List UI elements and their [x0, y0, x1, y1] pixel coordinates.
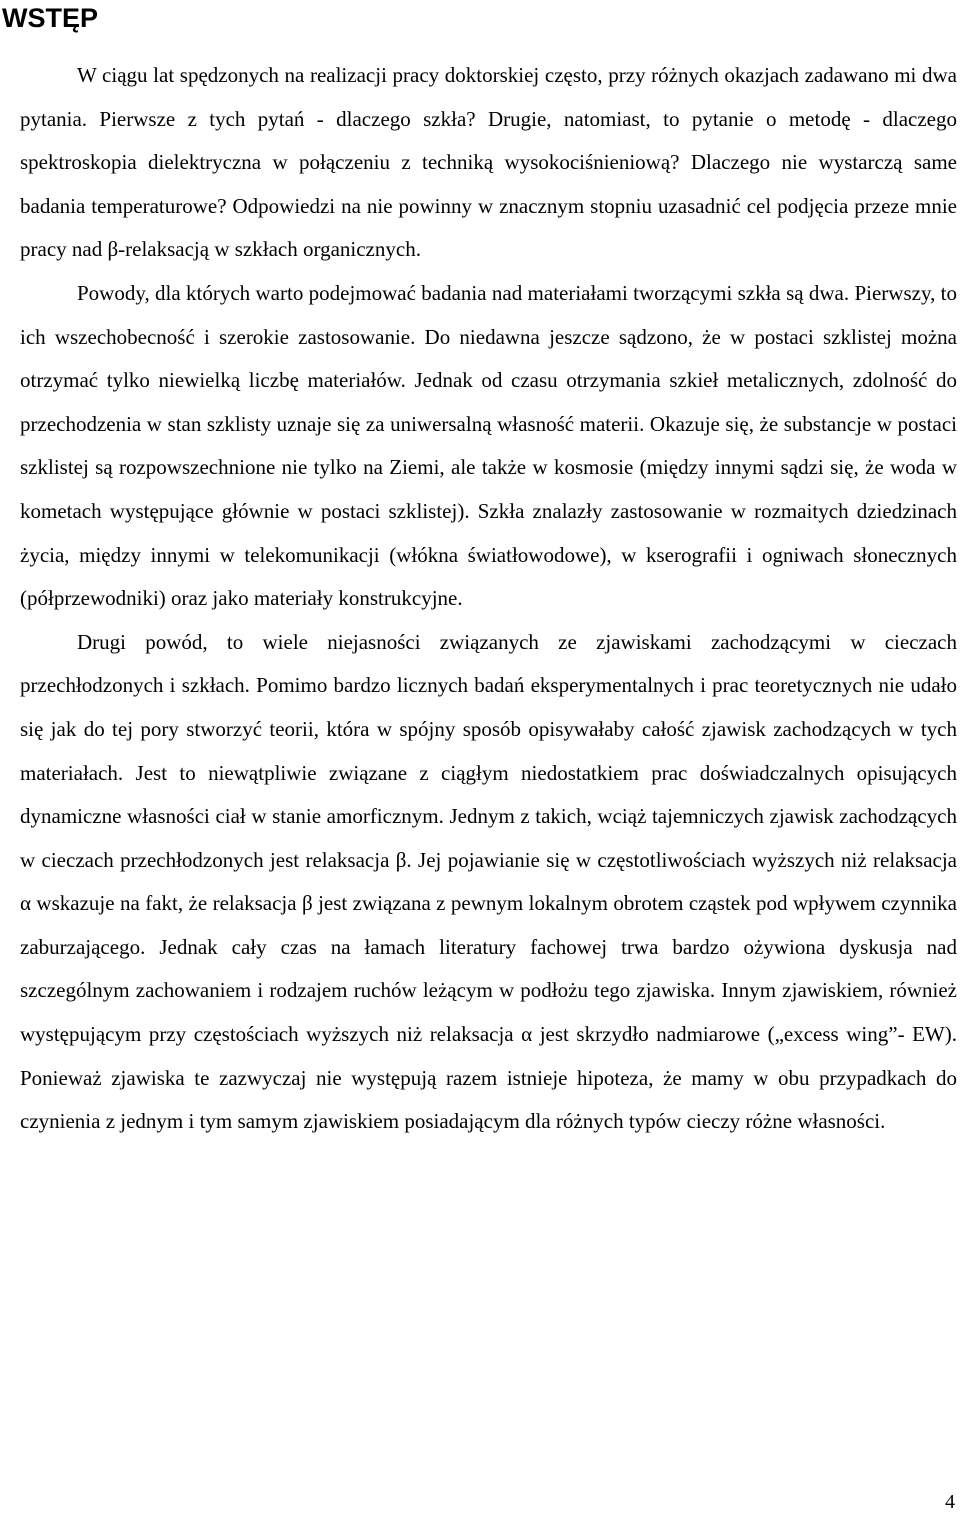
section-heading: WSTĘP [2, 3, 99, 33]
paragraph-2: Powody, dla których warto podejmować badania nad materiałami tworzącymi szkła są dwa. Pierwszy, to ich wszechobecność i szerokie zastosowanie. Do niedawna jeszcze sądzono, że w postaci szklistej można otrzymać tylko niewielką liczbę materiałów. Jednak od czasu otrzymania szkieł metalicznych, zdolność do przechodzenia w stan szklisty uznaje się za uniwersalną własność materii. Okazuje się, że substancje w postaci szklistej są rozpowszechnione nie tylko na Ziemi, ale także w kosmosie (między innymi sądzi się, że woda w kometach występujące głównie w postaci szklistej). Szkła znalazły zastosowanie w rozmaitych dziedzinach życia, między innymi w telekomunikacji (włókna światłowodowe), w kserografii i ogniwach słonecznych (półprzewodniki) oraz jako materiały konstrukcyjne. [20, 280, 957, 611]
paragraph-1: W ciągu lat spędzonych na realizacji pracy doktorskiej często, przy różnych okazjach zadawano mi dwa pytania. Pierwsze z tych pytań - dlaczego szkła? Drugie, natomiast, to pytanie o metodę - dlaczego spektroskopia dielektryczna w połączeniu z techniką wysokociśnieniową? Dlaczego nie wystarczą same badania temperaturowe? Odpowiedzi na nie powinny w znacznym stopniu uzasadnić cel podjęcia przeze mnie pracy nad β-relaksacją w szkłach organicznych. [20, 63, 957, 262]
body-text [20, 54, 957, 1144]
paragraph-3: Drugi powód, to wiele niejasności związanych ze zjawiskami zachodzącymi w cieczach przechłodzonych i szkłach. Pomimo bardzo licznych badań eksperymentalnych i prac teoretycznych nie udało się jak do tej pory stworzyć teorii, która w spójny sposób opisywałaby całość zjawisk zachodzących w tych materiałach. Jest to niewątpliwie związane z ciągłym niedostatkiem prac doświadczalnych opisujących dynamiczne własności ciał w stanie amorficznym. Jednym z takich, wciąż tajemniczych zjawisk zachodzących w cieczach przechłodzonych jest relaksacja β. Jej pojawianie się w częstotliwościach wyższych niż relaksacja α wskazuje na fakt, że relaksacja β jest związana z pewnym lokalnym obrotem cząstek pod wpływem czynnika zaburzającego. Jednak cały czas na łamach literatury fachowej trwa bardzo ożywiona dyskusja nad szczególnym zachowaniem i rodzajem ruchów leżącym w podłożu tego zjawiska. Innym zjawiskiem, również występującym przy częstościach wyższych niż relaksacja α jest skrzydło nadmiarowe („excess wing”- EW). Ponieważ zjawiska te zazwyczaj nie występują razem istnieje hipoteza, że mamy w obu przypadkach do czynienia z jednym i tym samym zjawiskiem posiadającym dla różnych typów cieczy różne własności. [20, 629, 957, 1134]
page-number: 4 [945, 1491, 955, 1513]
